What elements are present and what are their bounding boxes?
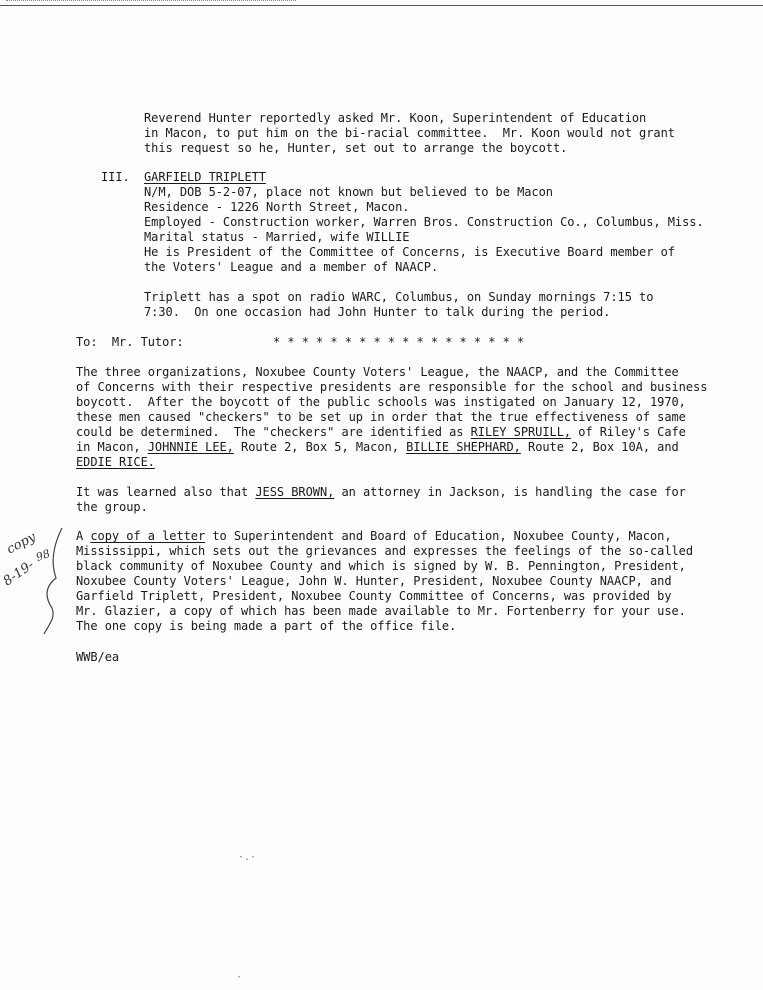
paragraph-2-line-1: The three organizations, Noxubee County Voters' League, the NAACP, and the Committee [76, 365, 679, 379]
section-number: III. [101, 170, 130, 184]
copy-of-a-letter-phrase: copy of a letter [90, 529, 206, 543]
margin-bracket-mark [40, 526, 70, 636]
paragraph-1-line-1: Reverend Hunter reportedly asked Mr. Koon, Superintendent of Education [144, 111, 647, 125]
subject-line-4: Marital status - Married, wife WILLIE [144, 230, 410, 244]
subject-line-6: the Voters' League and a member of NAACP. [144, 260, 439, 274]
paragraph-4-line-7: The one copy is being made a part of the office file. [76, 619, 457, 633]
paragraph-2-line-3: boycott. After the boycott of the public schools was instigated on January 12, 1970, [76, 395, 686, 409]
paragraph-1-line-3: this request so he, Hunter, set out to arrange the boycott. [144, 141, 568, 155]
paragraph-4-line-3: black community of Noxubee County and which is signed by W. B. Pennington, President, [76, 559, 686, 573]
paragraph-3-line-2: the group. [76, 500, 148, 514]
paragraph-2-line-2: of Concerns with their respective presidents are responsible for the school and business [76, 380, 708, 394]
paragraph-4-line-6: Mr. Glazier, a copy of which has been made available to Mr. Fortenberry for your use. [76, 604, 686, 618]
top-border-rule [0, 5, 763, 6]
paragraph-4-line-1: A copy of a letter to Superintendent and Board of Education, Noxubee County, Macon, [76, 529, 672, 543]
margin-note-date: 8-19- [0, 557, 37, 590]
paragraph-1-line-2: in Macon, to put him on the bi-racial committee. Mr. Koon would not grant [144, 126, 675, 140]
checker-name-riley-spruill: RILEY SPRUILL, [470, 425, 572, 439]
to-line-stars: * * * * * * * * * * * * * * * * * * [273, 335, 525, 349]
to-line-label: To: Mr. Tutor: [76, 335, 184, 349]
radio-line-2: 7:30. On one occasion had John Hunter to talk during the period. [144, 305, 611, 319]
margin-note-year: 98 [34, 546, 52, 565]
attorney-name-jess-brown: JESS BROWN, [255, 485, 335, 499]
paragraph-2-line-6: in Macon, JOHNNIE LEE, Route 2, Box 5, Macon, BILLIE SHEPHARD, Route 2, Box 10A, and [76, 440, 679, 454]
margin-note-copy: copy [4, 529, 39, 558]
paragraph-3-line-1: It was learned also that JESS BROWN, an attorney in Jackson, is handling the case for [76, 485, 686, 499]
top-border-dots [6, 0, 296, 5]
paragraph-4-line-2: Mississippi, which sets out the grievances and expresses the feelings of the so-called [76, 544, 694, 558]
scan-speck: · [236, 972, 243, 983]
subject-line-5: He is President of the Committee of Concerns, is Executive Board member of [144, 245, 675, 259]
section-subject-name: GARFIELD TRIPLETT [144, 170, 266, 184]
subject-line-1: N/M, DOB 5-2-07, place not known but believed to be Macon [144, 185, 553, 199]
paragraph-2-line-4: these men caused "checkers" to be set up in order that the true effectiveness of same [76, 410, 686, 424]
checker-name-johnnie-lee: JOHNNIE LEE, [147, 440, 234, 454]
paragraph-4-line-5: Garfield Triplett, President, Noxubee County Committee of Concerns, was provided by [76, 589, 672, 603]
paragraph-2-line-5: could be determined. The "checkers" are identified as RILEY SPRUILL, of Riley's Cafe [76, 425, 686, 439]
subject-line-2: Residence - 1226 North Street, Macon. [144, 200, 410, 214]
checker-name-billie-shephard: BILLIE SHEPHARD, [406, 440, 521, 454]
checker-name-eddie-rice: EDDIE RICE. [76, 455, 155, 469]
subject-line-3: Employed - Construction worker, Warren Bros. Construction Co., Columbus, Miss. [144, 215, 704, 229]
radio-line-1: Triplett has a spot on radio WARC, Columbus, on Sunday mornings 7:15 to [144, 290, 654, 304]
paragraph-4-line-4: Noxubee County Voters' League, John W. Hunter, President, Noxubee County NAACP, and [76, 574, 672, 588]
typist-initials: WWB/ea [76, 650, 120, 664]
scan-speck: ·.· [238, 852, 257, 863]
